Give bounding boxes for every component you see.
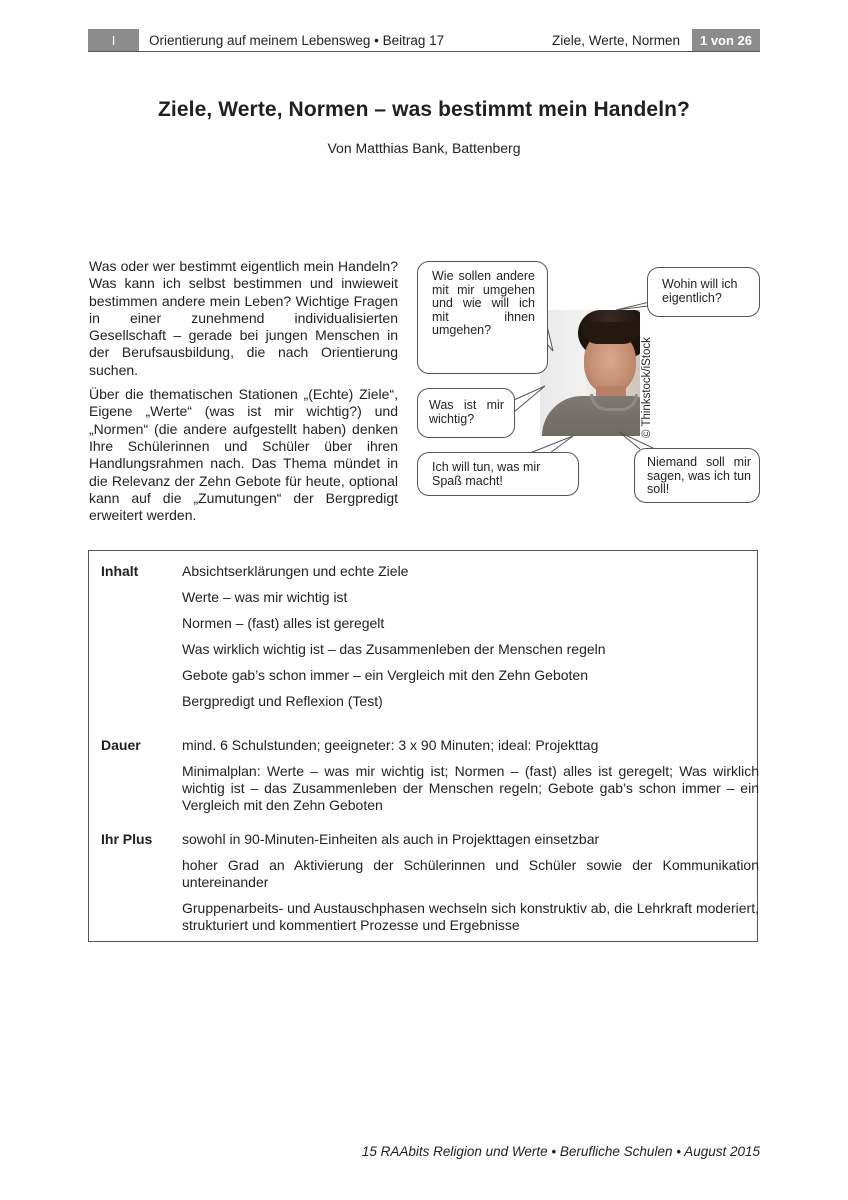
row-label: Dauer <box>101 737 141 753</box>
photo-credit: © Thinkstock/iStock <box>641 337 653 438</box>
content-item: Absichtserklärungen und echte Ziele <box>182 563 409 579</box>
row-label: Ihr Plus <box>101 831 153 847</box>
document-title: Ziele, Werte, Normen – was bestimmt mein Handeln? <box>158 98 690 121</box>
speech-bubble: Niemand soll mir sagen, was ich tun soll! <box>634 448 760 503</box>
page-header <box>88 29 760 52</box>
series-title: Orientierung auf meinem Lebensweg • Beitrag 17 <box>149 32 445 48</box>
topic-title: Ziele, Werte, Normen <box>551 32 680 48</box>
plus-item: hoher Grad an Aktivierung der Schülerinnen und Schüler sowie der Kommunikation untereinander <box>182 857 759 890</box>
plus-item: Gruppenarbeits- und Austauschphasen wechseln sich konstruktiv ab, die Lehrkraft moderiert, strukturiert und kommentiert Prozesse und Ergebnisse <box>182 900 759 933</box>
page-indicator: 1 von 26 <box>692 29 760 51</box>
content-item: Normen – (fast) alles ist geregelt <box>182 615 385 631</box>
portrait-photo <box>540 310 640 436</box>
speech-bubble: Wie sollen andere mit mir umgehen und wie will ich mit ihnen umgehen? <box>417 261 548 374</box>
content-item: Werte – was mir wichtig ist <box>182 589 348 605</box>
content-item: Was wirklich wichtig ist – das Zusammenleben der Menschen regeln <box>182 641 606 657</box>
page-footer: 15 RAAbits Religion und Werte • Berufliche Schulen • August 2015 <box>361 1144 760 1159</box>
intro-paragraph: Über die thematischen Stationen „(Echte) Ziele“, Eigene „Werte“ (was ist mir wichtig?) und „Normen“ (die andere aufgestellt haben) denken Ihre Schülerinnen und Schüler über ihren Handlungsrahmen nach. Das Thema mündet in die Relevanz der Zehn Gebote für heute, optional kann auf die „Zumutungen“ der Bergpredigt erweitert werden. <box>89 386 398 524</box>
row-label: Inhalt <box>101 563 139 579</box>
speech-bubble: Was ist mir wichtig? <box>417 388 515 438</box>
content-item: Gebote gab’s schon immer – ein Vergleich mit den Zehn Geboten <box>182 667 588 683</box>
content-item: Bergpredigt und Reflexion (Test) <box>182 693 383 709</box>
intro-text <box>89 258 398 531</box>
intro-paragraph: Was oder wer bestimmt eigentlich mein Handeln? Was kann ich selbst bestimmen und inwieweit bestimmen andere mein Leben? Wichtige Fragen in einer zunehmend individualisierten Gesellschaft – gerade bei jungen Menschen in der Berufsausbildung, die nach Orientierung suchen. <box>89 258 398 378</box>
overview-box <box>88 550 758 942</box>
duration-item: mind. 6 Schulstunden; geeigneter: 3 x 90 Minuten; ideal: Projekttag <box>182 737 599 753</box>
plus-item: sowohl in 90-Minuten-Einheiten als auch in Projekttagen einsetzbar <box>182 831 600 847</box>
section-marker: I <box>88 29 139 51</box>
speech-bubble: Wohin will ich eigentlich? <box>647 267 760 317</box>
duration-item: Minimalplan: Werte – was mir wichtig ist; Normen – (fast) alles ist geregelt; Was wirklich wichtig ist – das Zusammenleben der Menschen regeln; Gebote gab’s schon immer – ein Vergleich mit den Zehn Geboten <box>182 763 759 813</box>
author-line: Von Matthias Bank, Battenberg <box>327 140 521 156</box>
speech-bubble: Ich will tun, was mir Spaß macht! <box>417 452 579 496</box>
